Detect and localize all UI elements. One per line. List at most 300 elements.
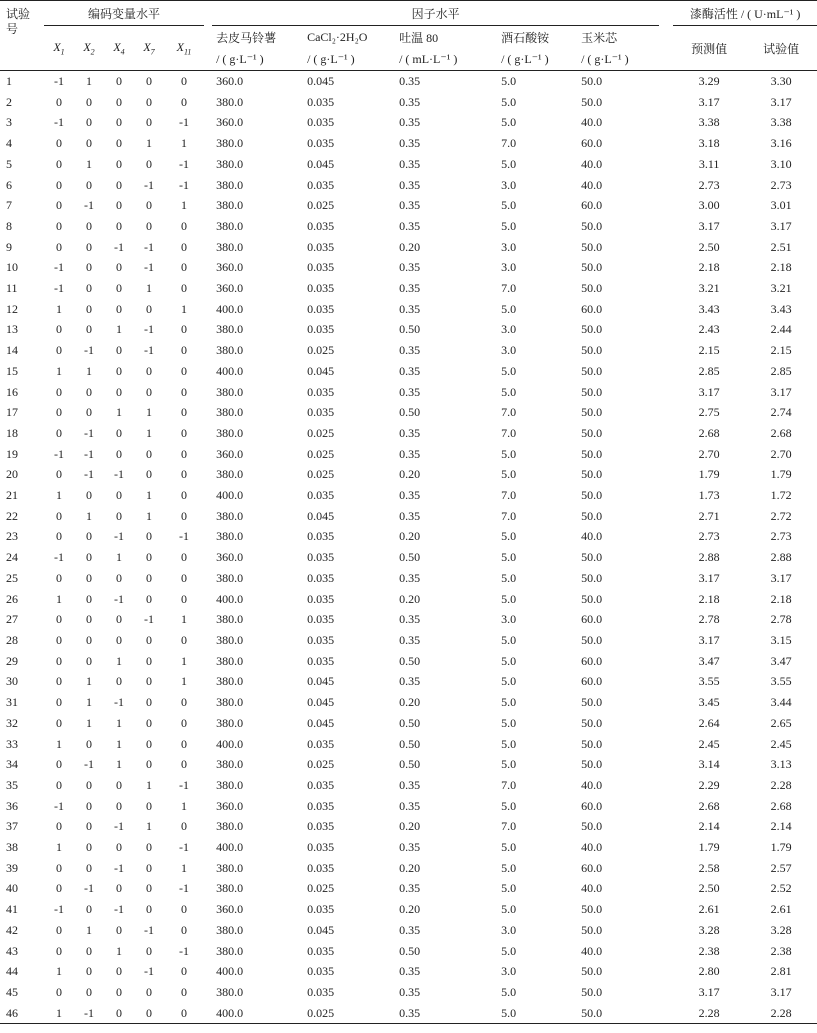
table-cell: 1 xyxy=(116,736,122,751)
table-cell: 1 xyxy=(56,840,62,855)
table-row xyxy=(0,630,817,651)
header-row-names xyxy=(0,26,817,49)
table-cell: 0 xyxy=(86,281,92,296)
table-row xyxy=(0,816,817,837)
table-cell: -1 xyxy=(74,1003,104,1024)
table-cell: 0.045 xyxy=(307,508,335,523)
column-gap xyxy=(204,175,212,196)
table-cell: 60.0 xyxy=(581,301,603,316)
table-cell: 0 xyxy=(116,488,122,503)
column-gap xyxy=(204,257,212,278)
table-cell: 0 xyxy=(56,860,62,875)
table-cell: 0.35 xyxy=(399,281,421,296)
table-cell: 0 xyxy=(116,218,122,233)
table-cell: 50.0 xyxy=(581,715,603,730)
table-cell: -1 xyxy=(54,74,64,88)
table-cell: 0 xyxy=(116,964,122,979)
table-cell: 0 xyxy=(86,798,92,813)
table-cell: 0 xyxy=(146,798,152,813)
table-cell: 1 xyxy=(56,736,62,751)
table-cell: 0 xyxy=(86,819,92,834)
table-cell: 2.78 xyxy=(698,612,720,627)
table-cell: -1 xyxy=(84,881,94,896)
column-gap xyxy=(204,837,212,858)
table-cell: 5.0 xyxy=(501,632,517,647)
table-cell: 0 xyxy=(181,405,188,420)
table-cell: 0 xyxy=(86,570,92,585)
table-cell: 46 xyxy=(0,1003,44,1024)
table-row xyxy=(0,671,817,692)
table-cell: 400.0 xyxy=(216,840,244,855)
coded-var-header: $X_4$ xyxy=(104,26,134,71)
table-cell: 3.0 xyxy=(501,260,517,275)
table-cell: 3.18 xyxy=(698,136,720,151)
column-gap xyxy=(659,485,673,506)
table-cell: 38 xyxy=(6,840,18,855)
column-gap xyxy=(204,961,212,982)
column-gap xyxy=(659,609,673,630)
table-cell: 0 xyxy=(86,218,92,233)
table-cell: 3.44 xyxy=(770,695,792,710)
table-cell: 50.0 xyxy=(581,632,603,647)
table-cell: 2.88 xyxy=(698,550,720,565)
table-cell: 0.35 xyxy=(399,840,421,855)
table-cell: 30 xyxy=(6,674,18,689)
table-row xyxy=(0,506,817,527)
table-cell: 0.035 xyxy=(307,632,335,647)
factor-unit: / ( mL·L⁻¹ ) xyxy=(399,48,501,71)
table-cell: 2.50 xyxy=(698,881,720,896)
table-cell: 380.0 xyxy=(216,322,244,337)
column-gap xyxy=(659,402,673,423)
column-gap xyxy=(659,858,673,879)
table-cell: 0.045 xyxy=(307,674,335,689)
table-cell: 0.50 xyxy=(399,757,421,772)
table-cell: 25 xyxy=(6,570,18,585)
table-row xyxy=(0,858,817,879)
table-cell: 0.35 xyxy=(399,777,421,792)
coded-group-header: 编码变量水平 xyxy=(44,1,204,26)
header-row-groups xyxy=(0,1,817,26)
table-cell: 2.28 xyxy=(770,777,792,792)
table-cell: 0 xyxy=(116,612,122,627)
table-cell: 0 xyxy=(116,881,122,896)
table-cell: 0.035 xyxy=(307,653,335,668)
table-cell: 0.35 xyxy=(399,74,421,88)
table-cell: 0.35 xyxy=(399,964,421,979)
table-cell: 0 xyxy=(86,984,92,999)
table-cell: 1 xyxy=(146,281,152,296)
table-cell: 5.0 xyxy=(501,74,517,88)
table-cell: -1 xyxy=(84,343,94,358)
table-cell: 0 xyxy=(86,136,92,151)
table-row xyxy=(0,92,817,113)
column-gap xyxy=(659,319,673,340)
table-cell: 13 xyxy=(6,322,18,337)
table-row xyxy=(0,1003,817,1024)
table-cell: 0 xyxy=(181,570,188,585)
column-gap xyxy=(659,278,673,299)
factor-name: 玉米芯 xyxy=(581,30,618,45)
table-cell: -1 xyxy=(54,902,64,917)
table-cell: 39 xyxy=(6,860,18,875)
table-cell: 3.13 xyxy=(770,757,792,772)
column-gap xyxy=(204,609,212,630)
table-cell: 380.0 xyxy=(216,425,244,440)
table-cell: 0.50 xyxy=(399,550,421,565)
trial-no-header xyxy=(0,1,44,71)
table-cell: 0 xyxy=(146,570,152,585)
table-cell: 0 xyxy=(86,405,92,420)
table-cell: 5.0 xyxy=(501,529,517,544)
factor-unit: / ( g·L⁻¹ ) xyxy=(212,48,307,71)
table-row xyxy=(0,961,817,982)
table-cell: 0.025 xyxy=(307,425,335,440)
table-cell: 380.0 xyxy=(216,177,244,192)
table-cell: 3.17 xyxy=(698,984,720,999)
table-cell: 40.0 xyxy=(581,529,603,544)
table-cell: 0 xyxy=(146,550,152,565)
table-cell: 50.0 xyxy=(581,74,603,88)
table-cell: 5.0 xyxy=(501,384,517,399)
table-cell: 0 xyxy=(86,840,92,855)
table-cell: 0.20 xyxy=(399,695,421,710)
table-cell: 0.20 xyxy=(399,860,421,875)
table-cell: 5.0 xyxy=(501,570,517,585)
column-gap xyxy=(204,858,212,879)
table-cell: 0 xyxy=(86,488,92,503)
table-row xyxy=(0,361,817,382)
factor-unit: / ( g·L⁻¹ ) xyxy=(501,48,581,71)
table-cell: 2.57 xyxy=(770,860,792,875)
table-row xyxy=(0,237,817,258)
table-row xyxy=(0,423,817,444)
table-cell: 32 xyxy=(6,715,18,730)
table-cell: 5.0 xyxy=(501,798,517,813)
column-gap xyxy=(659,1003,673,1024)
table-cell: 0 xyxy=(146,94,152,109)
table-cell: -1 xyxy=(144,612,154,627)
table-cell: 50.0 xyxy=(581,984,603,999)
table-cell: 50.0 xyxy=(581,384,603,399)
table-cell: -1 xyxy=(114,239,124,254)
table-cell: 3.00 xyxy=(698,198,720,213)
table-cell: 0 xyxy=(146,74,152,88)
table-cell: 0 xyxy=(86,964,92,979)
table-cell: 0 xyxy=(164,1003,204,1024)
predicted-header: 预测值 xyxy=(673,26,745,71)
table-cell: 3.14 xyxy=(698,757,720,772)
table-cell: 5.0 xyxy=(501,653,517,668)
table-cell: 0.045 xyxy=(307,922,335,937)
table-cell: 0 xyxy=(181,757,188,772)
table-cell: 0.025 xyxy=(307,1003,399,1024)
table-cell: 0 xyxy=(116,301,122,316)
column-gap xyxy=(659,112,673,133)
table-cell: -1 xyxy=(84,446,94,461)
table-cell: 0 xyxy=(116,136,122,151)
table-cell: 23 xyxy=(6,529,18,544)
table-cell: -1 xyxy=(84,425,94,440)
table-cell: 0 xyxy=(116,384,122,399)
table-cell: 0 xyxy=(86,550,92,565)
column-gap xyxy=(204,754,212,775)
table-row xyxy=(0,112,817,133)
table-cell: 3.55 xyxy=(698,674,720,689)
table-cell: 3.0 xyxy=(501,322,517,337)
table-cell: 50.0 xyxy=(581,1003,659,1024)
table-cell: 0 xyxy=(146,943,152,958)
table-cell: -1 xyxy=(144,922,154,937)
table-row xyxy=(0,133,817,154)
column-gap xyxy=(659,257,673,278)
table-cell: 3.17 xyxy=(698,632,720,647)
table-cell: 0 xyxy=(181,74,188,88)
table-cell: 0.35 xyxy=(399,570,421,585)
table-cell: 36 xyxy=(6,798,18,813)
table-cell: 0.20 xyxy=(399,902,421,917)
table-cell: 42 xyxy=(6,922,18,937)
table-cell: 0.035 xyxy=(307,218,335,233)
table-cell: 1 xyxy=(116,322,122,337)
table-cell: 0.50 xyxy=(399,943,421,958)
table-cell: 380.0 xyxy=(216,156,244,171)
table-cell: 4 xyxy=(6,136,12,151)
table-cell: 0.20 xyxy=(399,239,421,254)
column-gap xyxy=(204,651,212,672)
table-cell: 0 xyxy=(181,984,188,999)
table-cell: 0 xyxy=(116,281,122,296)
table-cell: 2.14 xyxy=(698,819,720,834)
table-cell: 3.45 xyxy=(698,695,720,710)
table-cell: 2.80 xyxy=(698,964,720,979)
table-cell: 60.0 xyxy=(581,798,603,813)
table-cell: 2.50 xyxy=(698,239,720,254)
table-cell: 0 xyxy=(116,156,122,171)
table-cell: 0 xyxy=(56,757,62,772)
table-cell: 380.0 xyxy=(216,508,244,523)
table-cell: 7 xyxy=(6,198,12,213)
activity-group-header: 漆酶活性 / ( U·mL⁻¹ ) xyxy=(673,1,817,26)
column-gap xyxy=(659,671,673,692)
table-cell: 380.0 xyxy=(216,343,244,358)
table-cell: 0.35 xyxy=(399,922,421,937)
table-cell: 6 xyxy=(6,177,12,192)
table-cell: 0.035 xyxy=(307,860,335,875)
table-cell: 1 xyxy=(56,363,62,378)
table-cell: 0 xyxy=(116,74,122,88)
table-cell: 0.35 xyxy=(399,1003,501,1024)
table-cell: 1 xyxy=(146,819,152,834)
table-cell: 28 xyxy=(6,632,18,647)
table-cell: 0.20 xyxy=(399,591,421,606)
table-cell: 0.35 xyxy=(399,115,421,130)
table-cell: 0 xyxy=(56,674,62,689)
table-cell: 0.35 xyxy=(399,136,421,151)
table-cell: 0 xyxy=(56,612,62,627)
table-cell: 1.79 xyxy=(770,467,792,482)
table-cell: 0 xyxy=(116,840,122,855)
table-cell: 0 xyxy=(181,94,188,109)
table-cell: -1 xyxy=(54,550,64,565)
table-row xyxy=(0,899,817,920)
table-cell: 0.045 xyxy=(307,156,335,171)
table-cell: 44 xyxy=(6,964,18,979)
table-cell: 20 xyxy=(6,467,18,482)
table-cell: 0.35 xyxy=(399,301,421,316)
table-cell: 3.17 xyxy=(770,218,792,233)
table-cell: 0 xyxy=(116,570,122,585)
table-cell: 0 xyxy=(181,322,188,337)
table-cell: 0.035 xyxy=(307,281,335,296)
table-cell: 1 xyxy=(181,674,188,689)
table-row xyxy=(0,775,817,796)
table-cell: 37 xyxy=(6,819,18,834)
table-cell: 0 xyxy=(86,301,92,316)
table-cell: 5.0 xyxy=(501,860,517,875)
table-cell: 22 xyxy=(6,508,18,523)
column-gap xyxy=(659,237,673,258)
table-cell: 0.35 xyxy=(399,260,421,275)
table-cell: 2.71 xyxy=(698,508,720,523)
table-cell: 50.0 xyxy=(581,446,603,461)
column-gap xyxy=(204,547,212,568)
table-cell: 380.0 xyxy=(216,653,244,668)
table-cell: 0 xyxy=(86,591,92,606)
table-cell: 40.0 xyxy=(581,881,603,896)
table-cell: 0.35 xyxy=(399,984,421,999)
table-cell: 0 xyxy=(146,591,152,606)
table-cell: 1.79 xyxy=(770,840,792,855)
table-row xyxy=(0,837,817,858)
table-cell: 0.025 xyxy=(307,757,335,772)
column-gap xyxy=(204,816,212,837)
table-cell: -1 xyxy=(54,281,64,296)
column-gap xyxy=(204,112,212,133)
table-cell: 50.0 xyxy=(581,570,603,585)
table-cell: 0.025 xyxy=(307,198,335,213)
column-gap xyxy=(659,361,673,382)
table-cell: 1 xyxy=(116,405,122,420)
table-cell: -1 xyxy=(54,446,64,461)
table-cell: 40.0 xyxy=(581,156,603,171)
table-cell: 400.0 xyxy=(216,363,244,378)
column-gap xyxy=(659,754,673,775)
table-cell: 5.0 xyxy=(501,943,517,958)
column-gap xyxy=(204,92,212,113)
table-cell: 0.50 xyxy=(399,322,421,337)
factor-group-header: 因子水平 xyxy=(212,1,659,26)
table-cell: 50.0 xyxy=(581,239,603,254)
table-cell: 1 xyxy=(146,425,152,440)
table-cell: 0 xyxy=(146,384,152,399)
table-cell: 1 xyxy=(86,674,92,689)
table-cell: 50.0 xyxy=(581,488,603,503)
table-cell: 0 xyxy=(146,363,152,378)
table-cell: 2.52 xyxy=(770,881,792,896)
table-cell: 3.28 xyxy=(770,922,792,937)
column-gap xyxy=(659,506,673,527)
table-cell: 380.0 xyxy=(216,860,244,875)
trial-no-label: 试验号 xyxy=(6,7,31,36)
table-cell: -1 xyxy=(84,467,94,482)
table-cell: 3.21 xyxy=(770,281,792,296)
table-cell: 7.0 xyxy=(501,425,517,440)
table-cell: 50.0 xyxy=(581,425,603,440)
table-cell: 50.0 xyxy=(581,508,603,523)
table-cell: 3.47 xyxy=(770,653,792,668)
table-row xyxy=(0,754,817,775)
table-cell: 2.73 xyxy=(770,177,792,192)
table-cell: 7.0 xyxy=(501,281,517,296)
table-cell: 380.0 xyxy=(216,943,244,958)
table-cell: 0.50 xyxy=(399,405,421,420)
table-cell: 3.30 xyxy=(770,74,792,88)
table-cell: 0 xyxy=(146,674,152,689)
table-cell: 2.68 xyxy=(770,798,792,813)
table-cell: 3.01 xyxy=(770,198,792,213)
table-cell: 0.025 xyxy=(307,467,335,482)
table-cell: 0 xyxy=(116,343,122,358)
table-cell: -1 xyxy=(114,695,124,710)
table-cell: 0 xyxy=(181,467,188,482)
table-cell: 0 xyxy=(116,198,122,213)
table-cell: 2.45 xyxy=(770,736,792,751)
table-cell: 1 xyxy=(86,695,92,710)
table-cell: 0 xyxy=(116,632,122,647)
column-gap xyxy=(659,175,673,196)
table-cell: 2.45 xyxy=(698,736,720,751)
table-cell: 0 xyxy=(134,1003,164,1024)
table-cell: 35 xyxy=(6,777,18,792)
column-gap xyxy=(659,816,673,837)
column-gap xyxy=(204,899,212,920)
column-gap xyxy=(659,982,673,1003)
table-cell: 0 xyxy=(181,281,188,296)
table-cell: 1.79 xyxy=(698,840,720,855)
table-cell: 50.0 xyxy=(581,218,603,233)
table-cell: 0 xyxy=(56,508,62,523)
table-cell: 50.0 xyxy=(581,322,603,337)
table-cell: 380.0 xyxy=(216,819,244,834)
table-cell: 3 xyxy=(6,115,12,130)
table-cell: 360.0 xyxy=(216,902,244,917)
table-cell: 360.0 xyxy=(216,550,244,565)
table-cell: 0 xyxy=(116,984,122,999)
table-cell: -1 xyxy=(54,798,64,813)
table-cell: 0 xyxy=(86,384,92,399)
table-cell: 360.0 xyxy=(216,260,244,275)
table-row xyxy=(0,195,817,216)
table-cell: 2.58 xyxy=(698,860,720,875)
table-cell: 0 xyxy=(116,446,122,461)
table-row xyxy=(0,382,817,403)
table-cell: 1 xyxy=(146,488,152,503)
table-cell: 0.35 xyxy=(399,94,421,109)
table-cell: 2.29 xyxy=(698,777,720,792)
table-row xyxy=(0,299,817,320)
table-cell: 50.0 xyxy=(581,343,603,358)
table-cell: 2.18 xyxy=(698,260,720,275)
table-cell: 380.0 xyxy=(216,674,244,689)
table-cell: 29 xyxy=(6,653,18,668)
coded-var-header: $X_2$ xyxy=(74,26,104,71)
table-cell: 0 xyxy=(181,736,188,751)
table-cell: -1 xyxy=(179,177,190,192)
table-cell: 8 xyxy=(6,218,12,233)
table-cell: 1.72 xyxy=(770,488,792,503)
column-gap xyxy=(659,713,673,734)
